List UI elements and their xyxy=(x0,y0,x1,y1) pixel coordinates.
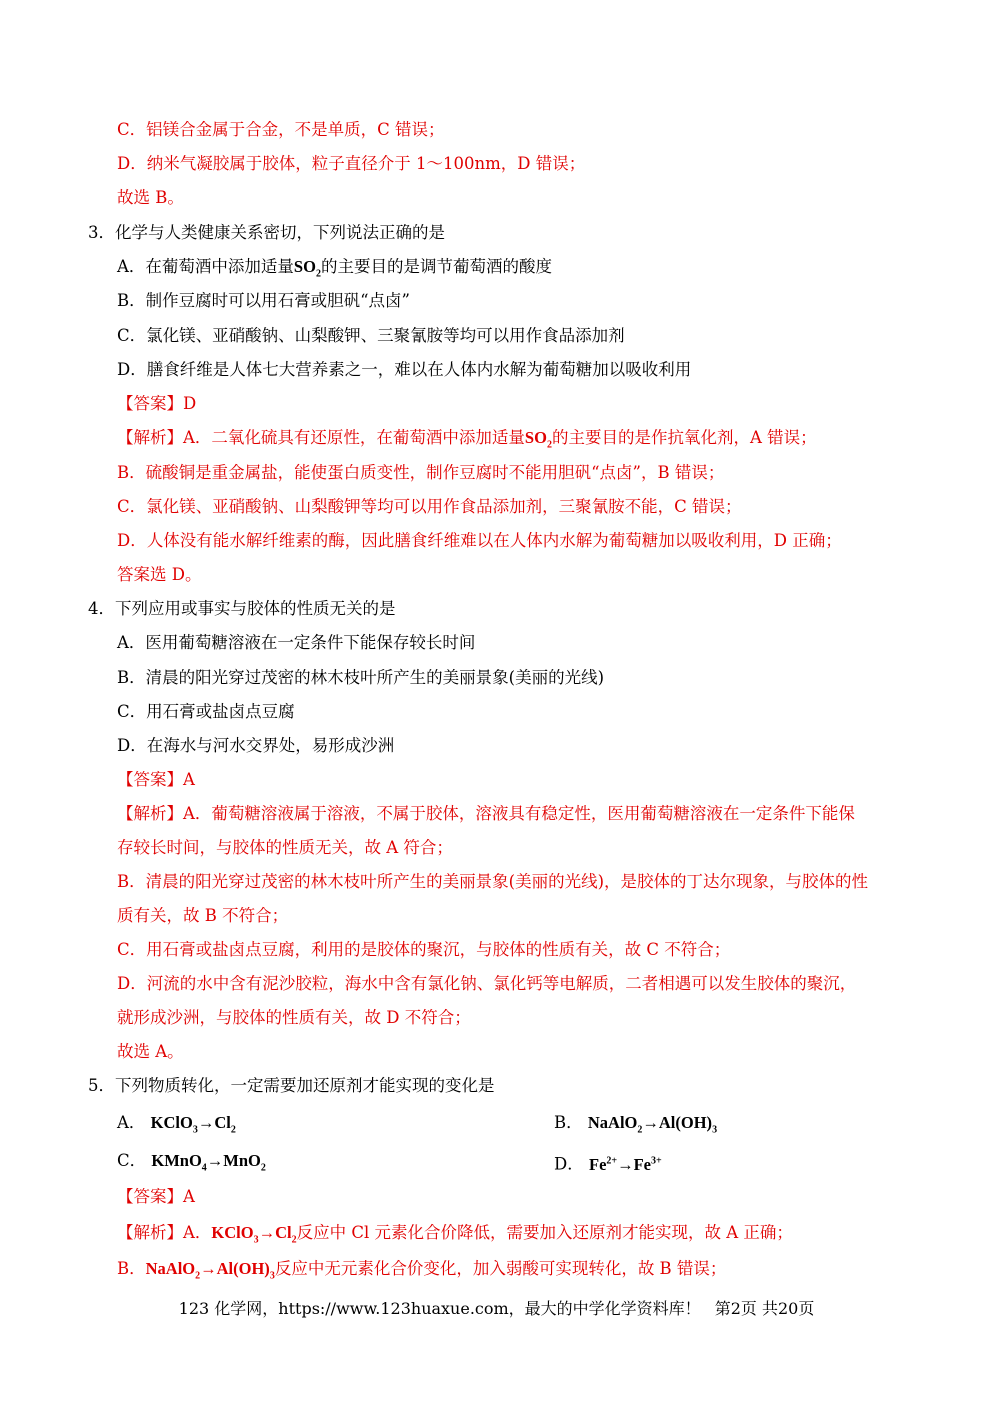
question-4-explanation-d-line1: D．河流的水中含有泥沙胶粒，海水中含有氯化钠、氯化钙等电解质，二者相遇可以发生胶体的聚沉， xyxy=(117,974,857,993)
question-4-option-b: B．清晨的阳光穿过茂密的林木枝叶所产生的美丽景象(美丽的光线) xyxy=(117,668,604,687)
naalo2-to-aloh3-formula: $NaAlO_2\to Al(OH)_3$ xyxy=(145,1259,275,1282)
question-5-option-c: C． KMnO$_4$→MnO$_2$ xyxy=(117,1151,266,1174)
question-4-answer: 【答案】A xyxy=(117,770,195,789)
question-3-conclusion: 答案选 D。 xyxy=(117,565,202,584)
question-3-option-d: D．膳食纤维是人体七大营养素之一，难以在人体内水解为葡萄糖加以吸收利用 xyxy=(117,360,692,379)
prev-explanation-c: C．铝镁合金属于合金，不是单质，C 错误； xyxy=(117,120,445,139)
question-4-conclusion: 故选 A。 xyxy=(117,1042,184,1061)
so2-formula: $SO_2$ xyxy=(524,428,552,451)
question-5-option-b: B． $NaAlO_2\to Al(OH)_3$ xyxy=(554,1113,718,1136)
footer-site-text: 123 化学网，https://www.123huaxue.com，最大的中学化学资料库！ xyxy=(178,1299,701,1318)
so2-formula: $SO_2$ xyxy=(293,257,321,280)
question-5-options-row-1 xyxy=(117,1111,718,1142)
question-4-option-c: C．用石膏或盐卤点豆腐 xyxy=(117,702,295,721)
question-4-explanation-b-line2: 质有关，故 B 不符合； xyxy=(117,906,289,925)
question-4-explanation-a-line2: 存较长时间，与胶体的性质无关，故 A 符合； xyxy=(117,838,453,857)
question-4-explanation-d-line2: 就形成沙洲，与胶体的性质有关，故 D 不符合； xyxy=(117,1008,471,1027)
question-5-explanation-a: 【解析】A．$KClO_3\to Cl_2$反应中 Cl 元素化合价降低，需要加入还原剂才能实现，故 A 正确； xyxy=(117,1223,793,1246)
page-footer xyxy=(0,1297,993,1321)
question-3-explanation-b: B．硫酸铜是重金属盐，能使蛋白质变性，制作豆腐时不能用胆矾“点卤”，B 错误； xyxy=(117,463,725,482)
kclo3-to-cl2-formula: $KClO_3\to Cl_2$ xyxy=(211,1223,297,1246)
prev-explanation-d: D．纳米气凝胶属于胶体，粒子直径介于 1～100nm，D 错误； xyxy=(117,154,586,173)
question-5-option-a: A． $KClO_3\to Cl_2$ xyxy=(117,1113,236,1136)
kmno4-to-mno2-formula: KMnO$_4$→MnO$_2$ xyxy=(151,1151,266,1174)
question-3-explanation-c: C．氯化镁、亚硝酸钠、山梨酸钾等均可以用作食品添加剂，三聚氰胺不能，C 错误； xyxy=(117,497,742,516)
question-5-explanation-b: B．$NaAlO_2\to Al(OH)_3$反应中无元素化合价变化，加入弱酸可实现转化，故 B 错误； xyxy=(117,1259,727,1282)
fe2-to-fe3-formula: $Fe^{2+}\to Fe^{3+}$ xyxy=(588,1154,662,1174)
question-3-explanation-d: D．人体没有能水解纤维素的酶，因此膳食纤维难以在人体内水解为葡萄糖加以吸收利用，D 正确； xyxy=(117,531,842,550)
question-4-option-d: D．在海水与河水交界处，易形成沙洲 xyxy=(117,736,395,755)
question-3-option-a: A．在葡萄酒中添加适量$SO_2$的主要目的是调节葡萄酒的酸度 xyxy=(117,257,552,280)
prev-conclusion: 故选 B。 xyxy=(117,188,184,207)
question-3-option-b: B．制作豆腐时可以用石膏或胆矾“点卤” xyxy=(117,291,410,310)
question-5-stem: 5．下列物质转化，一定需要加还原剂才能实现的变化是 xyxy=(88,1076,495,1095)
question-5-answer: 【答案】A xyxy=(117,1187,195,1206)
question-3-stem: 3．化学与人类健康关系密切，下列说法正确的是 xyxy=(88,223,445,242)
naalo2-to-aloh3-formula: $NaAlO_2\to Al(OH)_3$ xyxy=(587,1113,718,1136)
question-4-explanation-a-line1: 【解析】A．葡萄糖溶液属于溶液，不属于胶体，溶液具有稳定性，医用葡萄糖溶液在一定条件下能保 xyxy=(117,804,855,823)
footer-page-number: 第2页 共20页 xyxy=(714,1299,815,1318)
question-3-option-c: C．氯化镁、亚硝酸钠、山梨酸钾、三聚氰胺等均可以用作食品添加剂 xyxy=(117,326,625,345)
question-3-answer: 【答案】D xyxy=(117,394,197,413)
question-4-explanation-b-line1: B．清晨的阳光穿过茂密的林木枝叶所产生的美丽景象(美丽的光线)，是胶体的丁达尔现象，与胶体的性 xyxy=(117,872,868,891)
question-5-options-row-2 xyxy=(117,1149,662,1180)
kclo3-to-cl2-formula: $KClO_3\to Cl_2$ xyxy=(150,1113,236,1136)
question-5-option-d: D． $Fe^{2+}\to Fe^{3+}$ xyxy=(554,1154,662,1174)
question-3-explanation-a: 【解析】A．二氧化硫具有还原性，在葡萄酒中添加适量$SO_2$的主要目的是作抗氧化剂，A 错误； xyxy=(117,428,817,451)
question-4-explanation-c: C．用石膏或盐卤点豆腐，利用的是胶体的聚沉，与胶体的性质有关，故 C 不符合； xyxy=(117,940,731,959)
question-4-stem: 4．下列应用或事实与胶体的性质无关的是 xyxy=(88,599,396,618)
question-4-option-a: A．医用葡萄糖溶液在一定条件下能保存较长时间 xyxy=(117,633,476,652)
